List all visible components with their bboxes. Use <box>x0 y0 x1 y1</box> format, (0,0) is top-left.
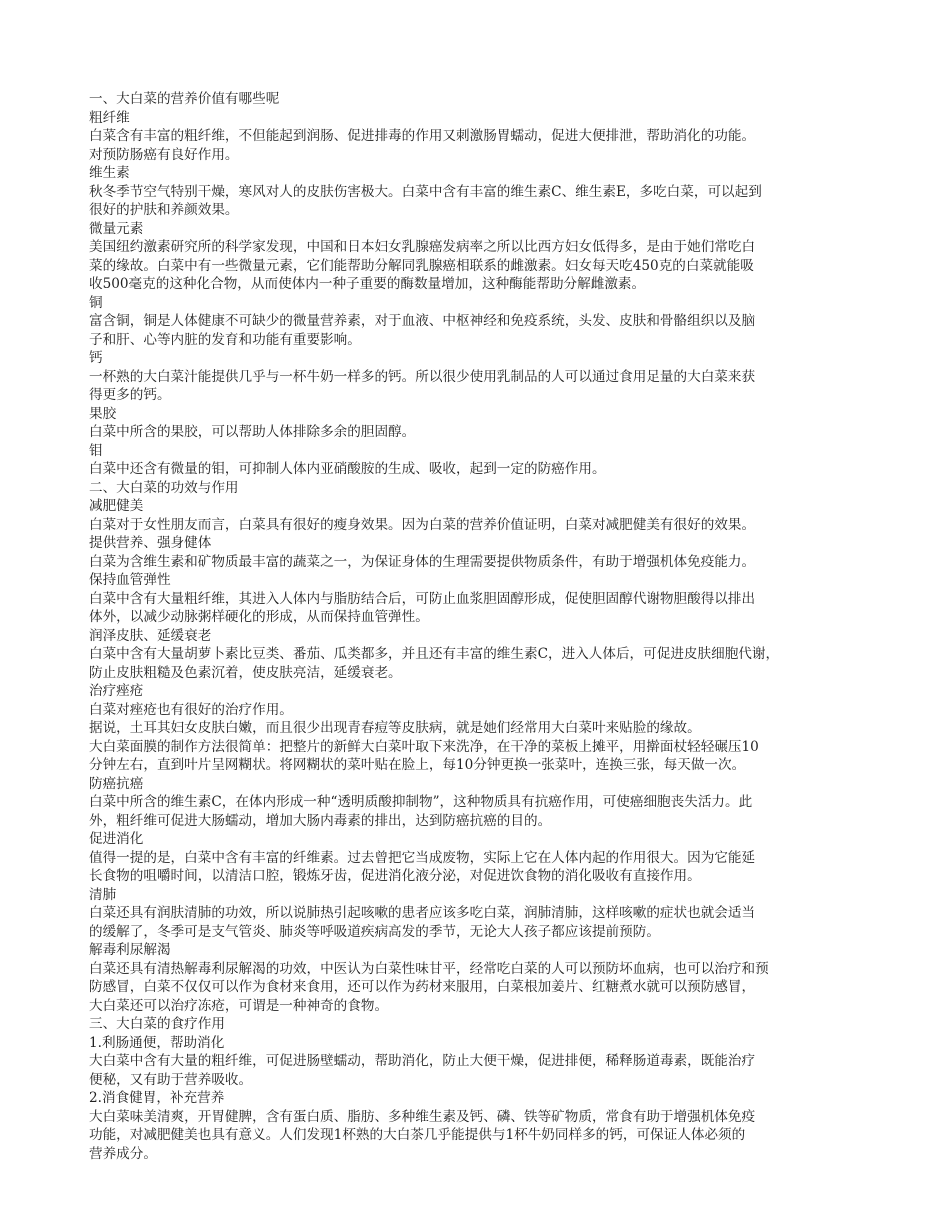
paragraph-line: 一杯熟的大白菜汁能提供几乎与一杯牛奶一样多的钙。所以很少使用乳制品的人可以通过食用足量的大白菜来获 <box>89 368 756 385</box>
paragraph-line: 白菜对于女性朋友而言，白菜具有很好的瘦身效果。因为白菜的营养价值证明，白菜对减肥健美有很好的效果。 <box>89 516 756 533</box>
paragraph-line: 大白菜还可以治疗冻疮，可谓是一种神奇的食物。 <box>89 997 389 1014</box>
paragraph-line: 的缓解了，冬季可是支气管炎、肺炎等呼吸道疾病高发的季节，无论大人孩子都应该提前预防。 <box>89 923 660 940</box>
paragraph-line: 长食物的咀嚼时间，以清洁口腔，锻炼牙齿，促进消化液分泌，对促进饮食物的消化吸收有直接作用。 <box>89 868 701 884</box>
paragraph-line: 外，粗纤维可促进大肠蠕动，增加大肠内毒素的排出，达到防癌抗癌的目的。 <box>89 812 552 829</box>
paragraph-line: 据说，土耳其妇女皮肤白嫩，而且很少出现青春痘等皮肤病，就是她们经常用大白菜叶来贴脸的缘故。 <box>89 720 701 736</box>
paragraph-line: 白菜中所含的果胶，可以帮助人体排除多余的胆固醇。 <box>89 424 416 440</box>
paragraph-line: 白菜对痤疮也有很好的治疗作用。 <box>89 701 293 718</box>
section-heading: 三、大白菜的食疗作用 <box>89 1016 225 1032</box>
subheading: 提供营养、强身健体 <box>89 535 212 551</box>
paragraph-line: 白菜中还含有微量的钼，可抑制人体内亚硝酸胺的生成、吸收，起到一定的防癌作用。 <box>89 461 606 477</box>
paragraph-line: 营养成分。 <box>89 1145 157 1162</box>
paragraph-line: 功能，对减肥健美也具有意义。人们发现1杯熟的大白茶几乎能提供与1杯牛奶同样多的钙，可保证人体必须的 <box>89 1127 746 1143</box>
paragraph-line: 白菜为含维生素和矿物质最丰富的蔬菜之一，为保证身体的生理需要提供物质条件，有助于增强机体免疫能力。 <box>89 553 756 570</box>
subheading: 铜 <box>89 294 103 311</box>
subheading: 钙 <box>89 350 103 366</box>
subheading: 2.消食健胃，补充营养 <box>89 1090 225 1106</box>
section-heading: 二、大白菜的功效与作用 <box>89 479 239 496</box>
paragraph-line: 分钟左右，直到叶片呈网糊状。将网糊状的菜叶贴在脸上，每10分钟更换一张菜叶，连换三张，每天做一次。 <box>89 757 746 773</box>
paragraph-line: 白菜中含有大量粗纤维，其进入人体内与脂肪结合后，可防止血浆胆固醇形成，促使胆固醇代谢物胆酸得以排出 <box>89 590 756 607</box>
subheading: 治疗痤疮 <box>89 683 144 699</box>
paragraph-line: 菜的缘故。白菜中有一些微量元素，它们能帮助分解同乳腺癌相联系的雌激素。妇女每天吃450克的白菜就能吸 <box>89 257 754 274</box>
subheading: 解毒利尿解渴 <box>89 942 171 958</box>
paragraph-line: 富含铜，铜是人体健康不可缺少的微量营养素，对于血液、中枢神经和免疫系统，头发、皮肤和骨骼组织以及脑 <box>89 313 756 329</box>
paragraph-line: 大白菜味美清爽，开胃健脾，含有蛋白质、脂肪、多种维生素及钙、磷、铁等矿物质，常食有助于增强机体免疫 <box>89 1108 756 1125</box>
paragraph-line: 对预防肠癌有良好作用。 <box>89 146 239 163</box>
paragraph-line: 大白菜面膜的制作方法很简单：把整片的新鲜大白菜叶取下来洗净，在干净的菜板上摊平，用擀面杖轻轻碾压10 <box>89 738 759 755</box>
paragraph-line: 得更多的钙。 <box>89 387 171 403</box>
paragraph-line: 大白菜中含有大量的粗纤维，可促进肠壁蠕动，帮助消化，防止大便干燥，促进排便，稀释肠道毒素，既能治疗 <box>89 1053 756 1069</box>
paragraph-line: 防止皮肤粗糙及色素沉着，使皮肤亮洁，延缓衰老。 <box>89 664 402 681</box>
subheading: 防癌抗癌 <box>89 775 144 792</box>
section-heading: 一、大白菜的营养价值有哪些呢 <box>89 91 280 107</box>
paragraph-line: 白菜中所含的维生素C，在体内形成一种“透明质酸抑制物”，这种物质具有抗癌作用，可使癌细胞丧失活力。此 <box>89 794 753 810</box>
paragraph-line: 白菜还具有润肤清肺的功效，所以说肺热引起咳嗽的患者应该多吃白菜，润肺清肺，这样咳嗽的症状也就会适当 <box>89 905 756 921</box>
subheading: 果胶 <box>89 405 117 422</box>
subheading: 钼 <box>89 442 103 459</box>
paragraph-line: 便秘，又有助于营养吸收。 <box>89 1071 253 1088</box>
subheading: 维生素 <box>89 165 130 181</box>
paragraph-line: 体外，以减少动脉粥样硬化的形成，从而保持血管弹性。 <box>89 609 429 625</box>
subheading: 润泽皮肤、延缓衰老 <box>89 627 212 644</box>
subheading: 1.利肠通便，帮助消化 <box>89 1034 225 1051</box>
subheading: 促进消化 <box>89 831 144 847</box>
paragraph-line: 很好的护肤和养颜效果。 <box>89 202 239 218</box>
paragraph-line: 白菜中含有大量胡萝卜素比豆类、番茄、瓜类都多，并且还有丰富的维生素C，进入人体后，可促进皮肤细胞代谢， <box>89 646 780 662</box>
subheading: 粗纤维 <box>89 109 130 126</box>
paragraph-line: 白菜还具有清热解毒利尿解渴的功效，中医认为白菜性味甘平，经常吃白菜的人可以预防坏血病，也可以治疗和预 <box>89 960 769 977</box>
paragraph-line: 收500毫克的这种化合物，从而使体内一种子重要的酶数量增加，这种酶能帮助分解雌激素。 <box>89 276 646 292</box>
subheading: 保持血管弹性 <box>89 572 171 588</box>
subheading: 微量元素 <box>89 220 144 237</box>
subheading: 清肺 <box>89 886 117 903</box>
paragraph-line: 防感冒，白菜不仅仅可以作为食材来食用，还可以作为药材来服用，白菜根加姜片、红糖煮水就可以预防感冒， <box>89 979 756 995</box>
paragraph-line: 值得一提的是，白菜中含有丰富的纤维素。过去曾把它当成废物，实际上它在人体内起的作用很大。因为它能延 <box>89 849 756 866</box>
paragraph-line: 美国纽约激素研究所的科学家发现，中国和日本妇女乳腺癌发病率之所以比西方妇女低得多，是由于她们常吃白 <box>89 239 756 255</box>
paragraph-line: 秋冬季节空气特别干燥，寒风对人的皮肤伤害极大。白菜中含有丰富的维生素C、维生素E，多吃白菜，可以起到 <box>89 183 762 200</box>
paragraph-line: 子和肝、心等内脏的发育和功能有重要影响。 <box>89 331 361 348</box>
paragraph-line: 白菜含有丰富的粗纤维，不但能起到润肠、促进排毒的作用又刺激肠胃蠕动，促进大便排泄，帮助消化的功能。 <box>89 128 756 144</box>
document-body <box>89 90 855 1163</box>
subheading: 减肥健美 <box>89 498 144 514</box>
